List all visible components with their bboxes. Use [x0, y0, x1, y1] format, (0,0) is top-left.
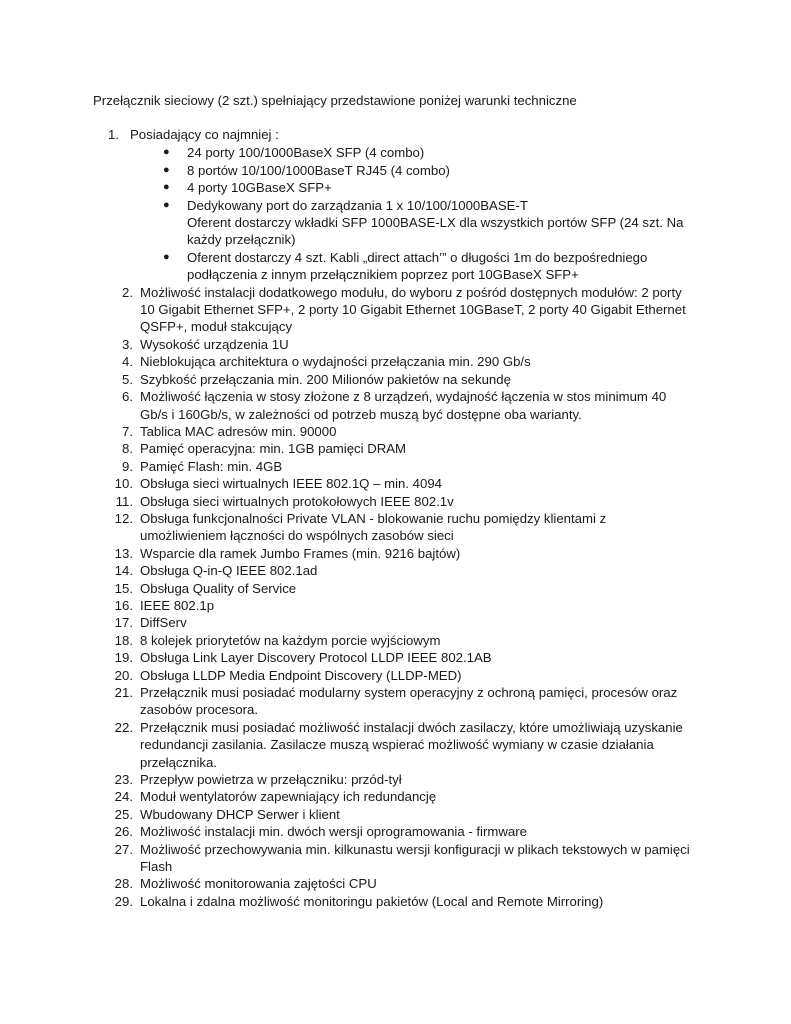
item-text: Wbudowany DHCP Serwer i klient [140, 806, 340, 822]
list-item [0, 788, 791, 805]
sub-list-item [140, 179, 695, 196]
sub-item-text: 8 portów 10/100/1000BaseT RJ45 (4 combo) [187, 162, 450, 178]
item-number: 27. [114, 841, 133, 857]
item-text: Posiadający co najmniej : [130, 127, 279, 142]
item-number: 11. [115, 493, 133, 509]
item-number: 28. [114, 876, 133, 892]
item-text: Nieblokująca architektura o wydajności przełączania min. 290 Gb/s [140, 354, 531, 370]
item-number: 1. [108, 127, 119, 142]
item-text: IEEE 802.1p [140, 597, 215, 613]
item-number: 8. [122, 441, 133, 457]
sub-item-text: 4 porty 10GBaseX SFP+ [187, 180, 332, 196]
item-text: Obsługa Link Layer Discovery Protocol LLDP IEEE 802.1AB [140, 650, 492, 666]
list-item [0, 684, 791, 719]
list-item [0, 353, 791, 370]
item-number: 15. [114, 580, 133, 596]
list-item [0, 771, 791, 788]
list-item [0, 632, 791, 649]
item-number: 3. [122, 336, 133, 352]
bullet-icon: ● [163, 181, 170, 194]
list-item [0, 667, 791, 684]
item-text: Możliwość instalacji dodatkowego modułu, do wyboru z pośród dostępnych modułów: 2 porty 10 Gigabit Ethernet SFP+, 2 porty 10 Gigabit Ethernet 10GBaseT, 2 porty 40 Gigabit Ethernet QSFP+, moduł stakcujący [140, 284, 686, 335]
sub-item-text: 24 porty 100/1000BaseX SFP (4 combo) [187, 145, 425, 161]
list-item [0, 841, 791, 876]
item-number: 24. [114, 789, 133, 805]
sub-list-item [140, 249, 695, 284]
list-item [0, 336, 791, 353]
bullet-icon: ● [163, 163, 170, 176]
item-number: 25. [114, 806, 133, 822]
item-text: Możliwość łączenia w stosy złożone z 8 urządzeń, wydajność łączenia w stos minimum 40 Gb/s i 160Gb/s, w zależności od potrzeb muszą być dostępne oba warianty. [140, 389, 667, 422]
item-number: 29. [114, 893, 133, 909]
item-number: 2. [122, 284, 133, 300]
bullet-icon: ● [163, 146, 170, 159]
item-number: 23. [114, 772, 133, 788]
item-number: 6. [122, 389, 133, 405]
sub-list-item [140, 144, 695, 161]
list-item [0, 545, 791, 562]
item-number: 19. [114, 650, 133, 666]
item-number: 26. [114, 824, 133, 840]
item-text: Obsługa funkcjonalności Private VLAN - blokowanie ruchu pomiędzy klientami z umożliwieniem łączności do wspólnych zasobów sieci [140, 510, 607, 544]
list-item [0, 649, 791, 666]
item-text: Tablica MAC adresów min. 90000 [140, 423, 337, 439]
item-text: Szybkość przełączania min. 200 Milionów pakietów na sekundę [140, 371, 511, 387]
list-item [0, 580, 791, 597]
bullet-icon: ● [163, 198, 170, 211]
item-text: 8 kolejek priorytetów na każdym porcie wyjściowym [140, 632, 441, 648]
sub-list-item [140, 162, 695, 179]
bullet-icon: ● [163, 250, 170, 263]
sub-item-text: Oferent dostarczy 4 szt. Kabli „direct attach’” o długości 1m do bezpośredniego podłączenia z innym przełącznikiem poprzez port 10GBaseX SFP+ [187, 249, 648, 283]
item-text: Moduł wentylatorów zapewniający ich redundancję [140, 789, 437, 805]
item-text: Wysokość urządzenia 1U [140, 336, 289, 352]
item-number: 17. [114, 615, 133, 631]
item-number: 20. [114, 667, 133, 683]
list-item [0, 806, 791, 823]
item-text: Obsługa Quality of Service [140, 580, 297, 596]
list-item [0, 126, 791, 284]
list-item [0, 388, 791, 423]
list-item [0, 475, 791, 492]
item-number: 22. [114, 719, 133, 735]
list-item [0, 458, 791, 475]
list-item [0, 614, 791, 631]
item-text: Obsługa LLDP Media Endpoint Discovery (LLDP-MED) [140, 667, 462, 683]
list-item [0, 423, 791, 440]
item-text: Wsparcie dla ramek Jumbo Frames (min. 9216 bajtów) [140, 545, 461, 561]
intro-paragraph: Przełącznik sieciowy (2 szt.) spełniający przedstawione poniżej warunki techniczne [93, 93, 577, 108]
item-text: Możliwość przechowywania min. kilkunastu wersji konfiguracji w plikach tekstowych w pamięci Flash [140, 841, 690, 875]
item-text: Przełącznik musi posiadać możliwość instalacji dwóch zasilaczy, które umożliwiają uzyskanie redundancji zasilania. Zasilacze muszą wspierać możliwość wymiany w czasie działania przełącznika. [140, 719, 683, 770]
list-item [0, 597, 791, 614]
item-text: Pamięć Flash: min. 4GB [140, 458, 283, 474]
sub-item-extra-text: Oferent dostarczy wkładki SFP 1000BASE-LX dla wszystkich portów SFP (24 szt. Na każdy przełącznik) [187, 215, 684, 248]
item-text: Obsługa Q-in-Q IEEE 802.1ad [140, 563, 318, 579]
list-item [0, 719, 791, 771]
list-item [0, 562, 791, 579]
item-text: Możliwość instalacji min. dwóch wersji oprogramowania - firmware [140, 824, 527, 840]
item-number: 14. [114, 563, 133, 579]
item-number: 10. [114, 476, 133, 492]
sub-bullet-list [140, 144, 695, 283]
item-number: 7. [122, 423, 133, 439]
list-item [0, 510, 791, 545]
sub-item-text: Dedykowany port do zarządzania 1 x 10/100/1000BASE-T [187, 197, 528, 213]
item-text: Obsługa sieci wirtualnych protokołowych IEEE 802.1v [140, 493, 454, 509]
list-item [0, 371, 791, 388]
item-text: DiffServ [140, 615, 187, 631]
item-text: Pamięć operacyjna: min. 1GB pamięci DRAM [140, 441, 407, 457]
list-item [0, 493, 791, 510]
list-item [0, 284, 791, 336]
item-number: 12. [114, 510, 133, 526]
list-item [0, 823, 791, 840]
item-text: Lokalna i zdalna możliwość monitoringu pakietów (Local and Remote Mirroring) [140, 893, 604, 909]
list-item [0, 893, 791, 910]
list-item [0, 440, 791, 457]
item-number: 16. [114, 597, 133, 613]
item-text: Obsługa sieci wirtualnych IEEE 802.1Q – min. 4094 [140, 476, 443, 492]
item-text: Możliwość monitorowania zajętości CPU [140, 876, 377, 892]
item-number: 4. [122, 354, 133, 370]
item-number: 21. [114, 685, 133, 700]
requirements-list [0, 126, 791, 910]
item-number: 13. [114, 545, 133, 561]
list-item [0, 875, 791, 892]
sub-list-item [140, 197, 695, 249]
item-number: 5. [122, 371, 133, 387]
item-text: Przełącznik musi posiadać modularny system operacyjny z ochroną pamięci, procesów oraz zasobów procesora. [140, 685, 678, 718]
item-text: Przepływ powietrza w przełączniku: przód-tył [140, 772, 402, 788]
item-number: 18. [114, 632, 133, 648]
item-number: 9. [122, 458, 133, 474]
